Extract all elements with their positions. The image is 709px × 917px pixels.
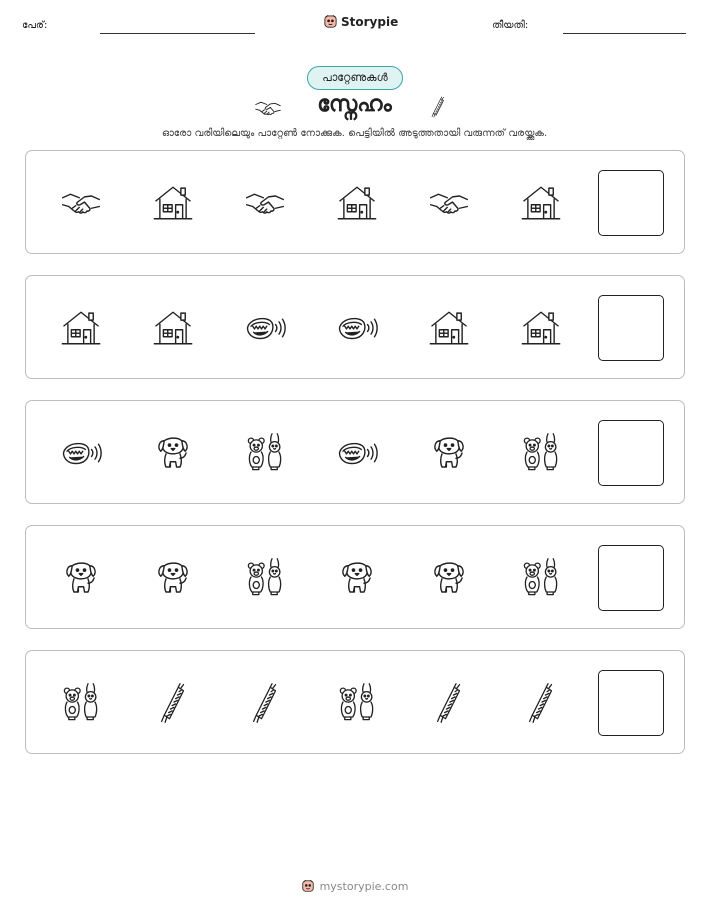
brand-name: Storypie xyxy=(341,14,399,29)
instructions: ഓരോ വരിയിലെയും പാറ്റേൺ നോക്കുക. പെട്ടിയിൽ അടുത്തതായി വരുന്നത് വരയ്ക്കുക. xyxy=(161,128,548,139)
puppy-icon xyxy=(152,557,194,599)
teddy-bunny-icon xyxy=(244,557,286,599)
pattern-cell xyxy=(517,429,565,477)
puppy-icon xyxy=(428,557,470,599)
handshake-icon xyxy=(428,182,470,224)
pattern-cell xyxy=(57,554,105,602)
teddy-bunny-icon xyxy=(244,432,286,474)
pattern-cell xyxy=(425,554,473,602)
pattern-row xyxy=(25,275,685,379)
storypie-logo-icon xyxy=(301,879,315,893)
house-icon xyxy=(520,182,562,224)
brand-logo xyxy=(323,14,398,29)
puppy-icon xyxy=(336,557,378,599)
pattern-cell xyxy=(149,679,197,727)
answer-box[interactable] xyxy=(598,545,664,611)
pattern-cell xyxy=(241,554,289,602)
house-icon xyxy=(60,307,102,349)
mouth-speaking-icon xyxy=(336,307,378,349)
house-icon xyxy=(152,182,194,224)
pattern-cell xyxy=(241,429,289,477)
category-badge: പാറ്റേണുകൾ xyxy=(307,66,403,90)
title-row xyxy=(0,90,709,122)
pattern-cell xyxy=(333,429,381,477)
house-icon xyxy=(428,307,470,349)
pattern-row xyxy=(25,400,685,504)
teddy-bunny-icon xyxy=(520,557,562,599)
friendship-bracelet-icon xyxy=(152,682,194,724)
mouth-speaking-icon xyxy=(336,432,378,474)
mouth-speaking-icon xyxy=(244,307,286,349)
pattern-cell xyxy=(241,304,289,352)
pattern-row xyxy=(25,525,685,629)
pattern-cell xyxy=(517,679,565,727)
pattern-cell xyxy=(517,304,565,352)
pattern-row xyxy=(25,650,685,754)
page-title: സ്നേഹം xyxy=(317,92,392,117)
pattern-row xyxy=(25,150,685,254)
answer-box[interactable] xyxy=(598,420,664,486)
mouth-speaking-icon xyxy=(60,432,102,474)
pattern-cell xyxy=(149,429,197,477)
name-line[interactable] xyxy=(100,33,255,34)
date-line[interactable] xyxy=(563,33,686,34)
pattern-cell xyxy=(57,429,105,477)
pattern-cell xyxy=(333,554,381,602)
pattern-cell xyxy=(57,179,105,227)
teddy-bunny-icon xyxy=(336,682,378,724)
friendship-bracelet-icon xyxy=(520,682,562,724)
friendship-bracelet-icon xyxy=(244,682,286,724)
pattern-cell xyxy=(425,179,473,227)
footer xyxy=(0,879,709,893)
pattern-cell xyxy=(333,304,381,352)
pattern-cell xyxy=(241,179,289,227)
footer-url[interactable]: mystorypie.com xyxy=(319,879,409,893)
handshake-icon xyxy=(244,182,286,224)
house-icon xyxy=(152,307,194,349)
puppy-icon xyxy=(152,432,194,474)
teddy-bunny-icon xyxy=(60,682,102,724)
friendship-bracelet-icon xyxy=(427,92,449,122)
pattern-cell xyxy=(425,679,473,727)
house-icon xyxy=(336,182,378,224)
pattern-cell xyxy=(333,179,381,227)
puppy-icon xyxy=(60,557,102,599)
puppy-icon xyxy=(428,432,470,474)
pattern-cell xyxy=(149,304,197,352)
pattern-cell xyxy=(149,179,197,227)
friendship-bracelet-icon xyxy=(428,682,470,724)
storypie-logo-icon xyxy=(323,14,338,29)
answer-box[interactable] xyxy=(598,670,664,736)
handshake-icon xyxy=(60,182,102,224)
pattern-cell xyxy=(517,554,565,602)
teddy-bunny-icon xyxy=(520,432,562,474)
name-label: പേര്: xyxy=(22,20,48,31)
date-label: തീയതി: xyxy=(492,20,529,31)
pattern-cell xyxy=(241,679,289,727)
house-icon xyxy=(520,307,562,349)
pattern-cell xyxy=(333,679,381,727)
pattern-cell xyxy=(149,554,197,602)
answer-box[interactable] xyxy=(598,170,664,236)
pattern-cell xyxy=(57,679,105,727)
pattern-cell xyxy=(57,304,105,352)
pattern-cell xyxy=(517,179,565,227)
pattern-cell xyxy=(425,304,473,352)
pattern-cell xyxy=(425,429,473,477)
answer-box[interactable] xyxy=(598,295,664,361)
